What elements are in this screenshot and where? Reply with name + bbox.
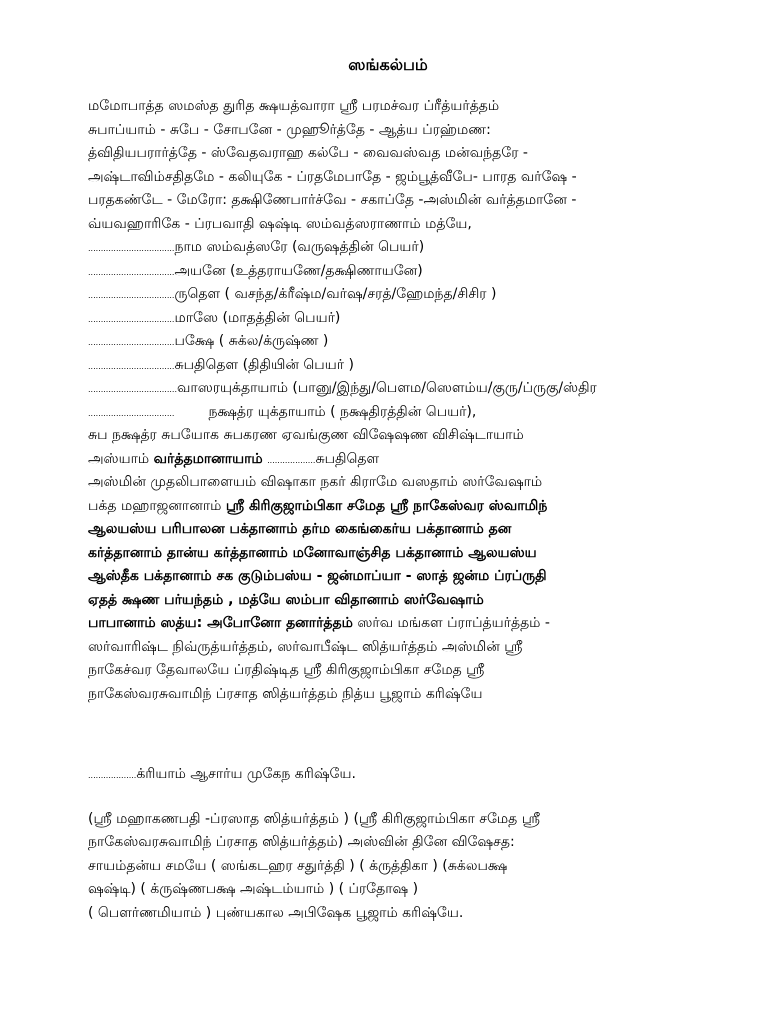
fill-in-line: [88, 763, 738, 787]
line-text: பக்த மஹாஜனானாம்: [88, 497, 226, 514]
text-line: [88, 808, 738, 832]
blank-dots: ...................: [267, 455, 316, 465]
line-text: சுபதிதௌ (திதியின் பெயர் ): [174, 356, 354, 373]
text-line: [88, 683, 738, 707]
line-text: பரதகண்டே - மேரோ: தக்ஷிணேபார்ச்வே - சகாப்தே -அஸ்மின் வர்த்தமானே -: [88, 192, 577, 208]
text-line: [88, 612, 738, 636]
fill-in-line: [88, 236, 738, 260]
line-text: நாம ஸம்வத்ஸரே (வருஷத்தின் பெயர்): [174, 239, 425, 255]
blank-dots: ..................................: [88, 361, 175, 371]
line-text-bold: ஆஸ்தீக பக்தானாம் சக குடும்பஸ்ய - ஜன்மாப்யா - ஸாத் ஜன்ம ப்ரப்ருதி: [88, 568, 547, 584]
text-line: [88, 659, 738, 683]
line-text: ஷஷ்டி) ( க்ருஷ்ணபக்ஷ அஷ்டம்யாம் ) ( ப்ரதோஷ ): [88, 881, 419, 897]
line-text: மாஸே (மாதத்தின் பெயர்): [174, 309, 341, 326]
fill-in-line: [88, 307, 738, 331]
text-line: [88, 542, 738, 566]
line-text: அஷ்டாவிம்சதிதமே - கலியுகே - ப்ரதமேபாதே - ஜம்பூத்வீபே- பாரத வர்ஷே -: [88, 168, 577, 185]
fill-in-line: [88, 330, 738, 354]
text-line: [88, 495, 738, 519]
line-text-bold: ஆலயஸ்ய பரிபாலன பக்தானாம் தர்ம கைங்கைர்ய பக்தானாம் தன: [88, 521, 512, 537]
blank-dots: ..................................: [88, 267, 175, 277]
text-line: [88, 95, 738, 119]
sankalpam-text: [88, 95, 738, 925]
fill-in-line: [88, 354, 738, 378]
text-line: [88, 518, 738, 542]
blank-dots: ...................: [88, 771, 137, 780]
document-title: ஸங்கல்பம்: [348, 55, 428, 74]
line-text: அயனே (உத்தராயணே/தக்ஷிணாயனே): [174, 262, 423, 279]
line-text: நாகேஸ்வரசுவாமிந் ப்ரசாத ஸித்யர்த்தம்) அஸ்வின் தினே விஷேசத:: [88, 834, 515, 850]
line-text: வாஸரயுக்தாயாம் (பானு/இந்து/பௌம/ஸௌம்ய/குரு/ப்ருகு/ஸ்திர: [177, 380, 597, 396]
blank-dots: ...................................: [88, 385, 178, 394]
line-text: ருதௌ ( வசந்த/க்ரீஷ்ம/வர்ஷ/சரத்/ஹேமந்த/சிசிர ): [174, 286, 497, 302]
blank-dots: ..................................: [88, 338, 175, 347]
line-text-bold: ஸ்ரீ கிரிகுஜாம்பிகா சமேத ஸ்ரீ நாகேஸ்வர ஸ்வாமிந்: [225, 497, 548, 514]
text-line: [88, 589, 738, 613]
fill-in-line: [88, 260, 738, 284]
blank-dots: ..................................: [88, 244, 175, 253]
text-line: [88, 213, 738, 237]
line-text-bold: பாபானாம் ஸத்ய: அபோனோ தனார்த்தம்: [88, 615, 353, 631]
line-text: நக்ஷத்ர யுக்தாயாம் ( நக்ஷதிரத்தின் பெயர்),: [208, 403, 477, 420]
line-text: அஸ்யாம்: [88, 450, 154, 467]
text-line: [88, 855, 738, 879]
line-text: நாகேச்வர தேவாலயே ப்ரதிஷ்டித ஸ்ரீ கிரிகுஜாம்பிகா சமேத ஸ்ரீ: [88, 662, 485, 678]
line-text: அஸ்மின் முதலிபாளையம் விஷாகா நகர் கிராமே வஸதாம் ஸர்வேஷாம்: [88, 474, 543, 490]
text-line: [88, 878, 738, 902]
fill-in-line: [88, 377, 738, 401]
text-line: [88, 119, 738, 143]
blank-dots: ..................................: [88, 314, 175, 324]
line-text: க்ரியாம் ஆசார்ய முகேந கரிஷ்யே.: [136, 766, 356, 782]
text-line: [88, 189, 738, 213]
line-text: ( பௌர்ணமியாம் ) புண்யகால அபிஷேக பூஜாம் கரிஷ்யே.: [88, 904, 464, 921]
text-line: [88, 831, 738, 855]
line-text-bold: ஏதத் க்ஷண பர்யந்தம் , மத்யே ஸம்பா விதானாம் ஸர்வேஷாம்: [88, 591, 484, 608]
text-line: [88, 166, 738, 190]
line-text-bold: வர்த்தமானாயாம்: [153, 450, 263, 467]
fill-in-line: [88, 401, 738, 425]
line-text: ஸர்வ மங்கள ப்ராப்த்யர்த்தம் -: [352, 615, 550, 631]
text-line: [88, 424, 738, 448]
text-line: [88, 142, 738, 166]
line-text: நாகேஸ்வரசுவாமிந் ப்ரசாத ஸித்யர்த்தம் நித்ய பூஜாம் கரிஷ்யே: [88, 685, 483, 702]
blank-dots: ..................................: [88, 408, 175, 418]
line-text: சுபதிதௌ: [315, 450, 380, 467]
text-line: [88, 636, 738, 660]
text-line: [88, 471, 738, 495]
line-text: சுப நக்ஷத்ர சுபயோக சுபகரண ஏவங்குண விஷேஷண விசிஷ்டாயாம்: [88, 427, 524, 443]
line-text: பக்ஷே ( சுக்ல/க்ருஷ்ண ): [174, 333, 329, 349]
text-line: [88, 448, 738, 472]
text-line: [88, 902, 738, 926]
line-text-bold: கர்த்தானாம் தான்ய கர்த்தானாம் மனோவாஞ்சித பக்தானாம் ஆலயஸ்ய: [88, 544, 537, 561]
fill-in-line: [88, 283, 738, 307]
line-text: (ஸ்ரீ மஹாகணபதி -ப்ரஸாத ஸித்யர்த்தம் ) (ஸ்ரீ கிரிகுஜாம்பிகா சமேத ஸ்ரீ: [88, 810, 540, 827]
text-line: [88, 565, 738, 589]
line-text: ஸர்வாரிஷ்ட நிவ்ருத்யர்த்தம், ஸர்வாபீஷ்ட ஸித்யர்த்தம் அஸ்மின் ஸ்ரீ: [88, 638, 523, 655]
line-text: வ்யவஹாரிகே - ப்ரபவாதி ஷஷ்டி ஸம்வத்ஸராணாம் மத்யே,: [88, 215, 472, 232]
line-text: மமோபாத்த ஸமஸ்த துரித க்ஷயத்வாரா ஸ்ரீ பரமச்வர ப்ரீத்யர்த்தம்: [88, 98, 500, 114]
line-text: சாயம்தன்ய சமயே ( ஸங்கடஹர சதுர்த்தி ) ( க்ருத்திகா ) (சுக்லபக்ஷ: [88, 857, 508, 874]
line-text: த்விதியபரார்த்தே - ஸ்வேதவராஹ கல்பே - வைவஸ்வத மன்வந்தரே -: [88, 145, 528, 161]
blank-dots: ..................................: [88, 291, 175, 300]
line-text: சுபாப்யாம் - சுபே - சோபனே - முஹூர்த்தே - ஆத்ய ப்ரஹ்மண:: [88, 121, 491, 138]
